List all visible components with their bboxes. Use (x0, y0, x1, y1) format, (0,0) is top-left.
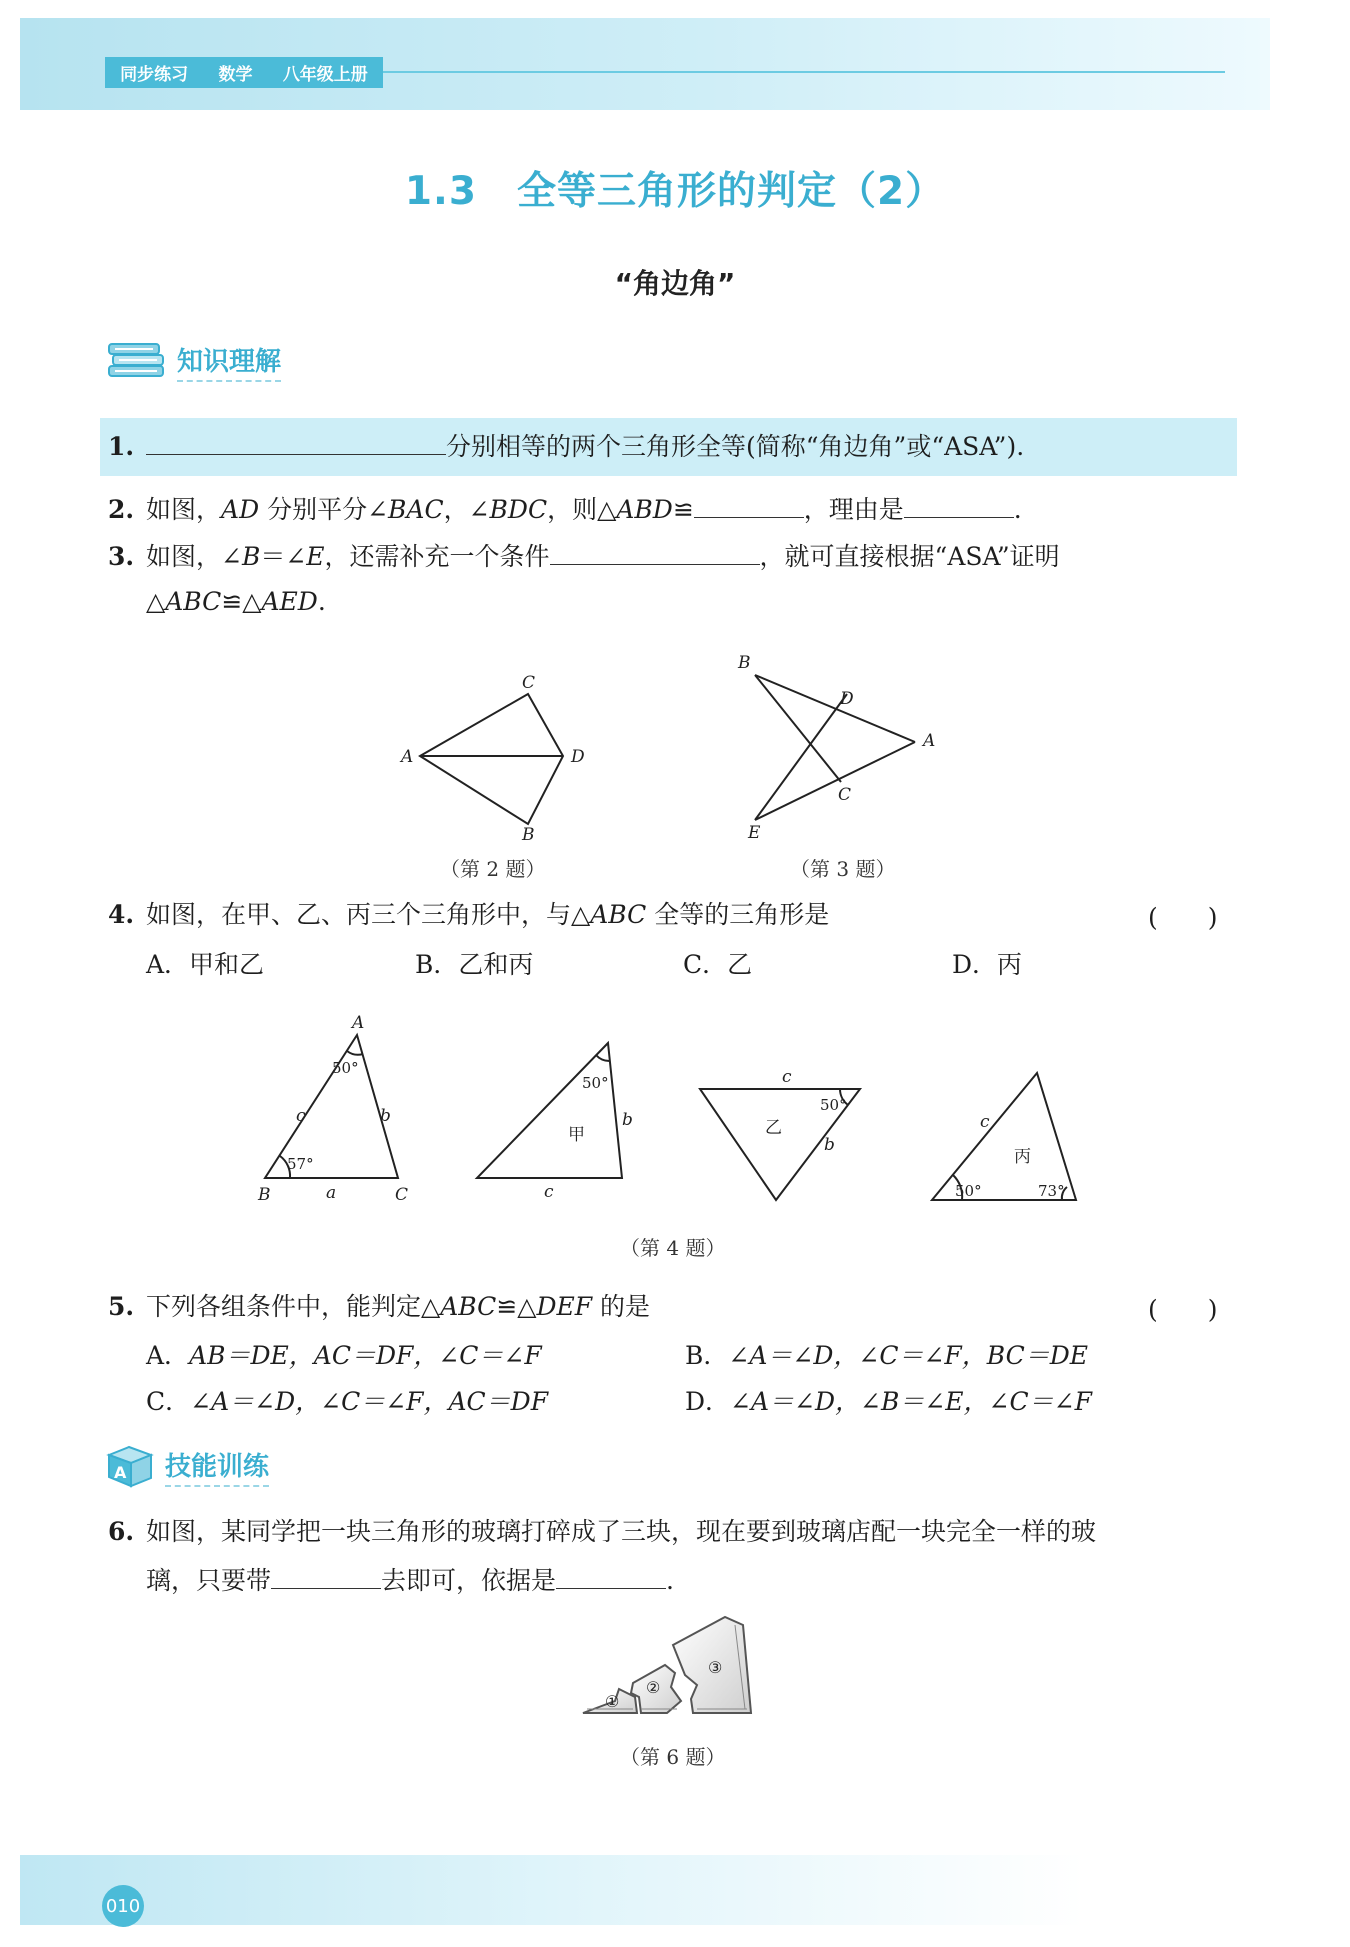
fig4-caption: （第 4 题） (620, 1236, 726, 1260)
question-5 (108, 1290, 650, 1324)
fig3-line-ba (755, 675, 915, 742)
q5-var-1: ABC (440, 1292, 497, 1321)
fig3-line-bc (755, 675, 841, 782)
fig3-label-b: B (738, 653, 751, 673)
fig4-label-a: A (352, 1013, 365, 1033)
fig2-label-b: B (522, 825, 535, 842)
q5-option-c-key: C． (146, 1387, 191, 1416)
fig2-quadrilateral (420, 694, 563, 824)
fig4-side-a: a (326, 1183, 337, 1203)
fig4-arc-jia (596, 1055, 610, 1061)
figure-3 (730, 650, 960, 840)
fig4-yi-name: 乙 (765, 1118, 782, 1138)
fig4-triangle-jia (477, 1043, 622, 1178)
q2-var-3: BDC (489, 495, 548, 524)
q3-number: 3. (108, 542, 135, 571)
q5-number: 5. (108, 1292, 135, 1321)
q3-var-4: AED (261, 587, 318, 616)
fig4-side-c: c (296, 1106, 306, 1126)
q2-number: 2. (108, 495, 135, 524)
q2-text-3: ，∠ (443, 495, 490, 524)
question-1 (108, 430, 1024, 464)
q2-text-6: ，理由是 (803, 495, 904, 524)
q4-var-1: ABC (590, 900, 647, 929)
q3-text-3: ，还需补充一个条件 (324, 542, 550, 571)
q2-var-1: AD (221, 495, 260, 524)
q1-blank[interactable] (146, 430, 446, 455)
q6-blank-2[interactable] (556, 1564, 666, 1589)
fig4-bing-side-c: c (980, 1112, 990, 1132)
fig3-label-e: E (748, 823, 761, 840)
q5-var-2: DEF (536, 1292, 593, 1321)
books-icon (105, 340, 167, 382)
q4-number: 4. (108, 900, 135, 929)
fig4-yi-side-b: b (824, 1135, 835, 1155)
fig2-label-d: D (571, 747, 585, 767)
q4-text-2: 全等的三角形是 (646, 900, 830, 929)
section-number: 1.3 (404, 169, 477, 214)
glass-label-3: ③ (708, 1658, 723, 1677)
q2-text-7: . (1013, 495, 1022, 524)
section-title: 全等三角形的判定（2） (516, 169, 946, 214)
q3-text-2: ＝∠ (260, 542, 307, 571)
q3-blank[interactable] (550, 540, 760, 565)
q2-var-4: ABD (616, 495, 673, 524)
fig4-bing-angle-1: 50° (955, 1182, 982, 1200)
fig3-caption: （第 3 题） (790, 857, 896, 881)
q4-option-d[interactable]: D．丙 (952, 950, 1023, 979)
fig2-label-a: A (401, 747, 414, 767)
glass-label-1: ① (605, 1692, 620, 1711)
figure-4 (240, 1010, 1100, 1210)
section-knowledge (105, 340, 281, 382)
q2-var-2: BAC (388, 495, 444, 524)
fig3-label-a: A (923, 731, 936, 751)
q3-text-1: 如图，∠ (146, 542, 242, 571)
fig4-label-b: B (258, 1185, 271, 1205)
fig4-bing-angle-2: 73° (1038, 1182, 1065, 1200)
q5-option-c-text: ∠A＝∠D，∠C＝∠F，AC＝DF (190, 1387, 549, 1416)
q1-text: 分别相等的两个三角形全等(简称“角边角”或“ASA”). (446, 432, 1025, 461)
q1-number: 1. (108, 432, 135, 461)
fig4-yi-side-c: c (782, 1067, 792, 1087)
q5-option-d-key: D． (685, 1387, 731, 1416)
fig3-line-ea (755, 742, 915, 820)
question-6 (108, 1515, 1096, 1549)
q5-option-a-text: AB＝DE，AC＝DF，∠C＝∠F (189, 1341, 542, 1370)
q5-text-1: 下列各组条件中，能判定△ (146, 1292, 441, 1321)
fig4-angle-a: 50° (332, 1059, 359, 1077)
cube-a-icon (105, 1443, 155, 1489)
q2-text-1: 如图， (146, 495, 222, 524)
q3-var-2: E (306, 542, 325, 571)
q5-option-c[interactable] (146, 1382, 548, 1418)
glass-label-2: ② (646, 1678, 661, 1697)
q4-option-c[interactable]: C．乙 (683, 950, 753, 979)
fig2-label-c: C (522, 673, 536, 693)
section-skills-label: 技能训练 (165, 1446, 269, 1487)
fig4-side-b: b (380, 1106, 391, 1126)
fig4-angle-b: 57° (287, 1155, 314, 1173)
q6-text-1: 如图，某同学把一块三角形的玻璃打碎成了三块，现在要到玻璃店配一块完全一样的玻 (146, 1517, 1097, 1546)
q5-text-2: ≌△ (496, 1292, 537, 1321)
header-subject: 数学 (218, 65, 253, 85)
fig4-jia-side-b: b (622, 1110, 633, 1130)
page-title (0, 160, 1350, 216)
q2-text-2: 分别平分∠ (259, 495, 389, 524)
fig3-line-ed (755, 694, 847, 820)
page-subtitle: “角边角” (614, 267, 736, 300)
q5-option-b-text: ∠A＝∠D，∠C＝∠F，BC＝DE (728, 1341, 1088, 1370)
fig4-triangle-bing (932, 1073, 1076, 1200)
q3-var-1: B (241, 542, 261, 571)
fig4-jia-angle: 50° (582, 1074, 609, 1092)
header-tag (105, 57, 383, 88)
svg-text:A: A (114, 1463, 127, 1482)
q6-text-3: 去即可，依据是 (381, 1566, 557, 1595)
question-6-line-2 (146, 1561, 674, 1597)
q3-var-3: ABC (165, 587, 222, 616)
q4-answer-paren[interactable]: ( ) (1148, 903, 1218, 932)
q3-text-6: ≌△ (221, 587, 262, 616)
fig4-jia-name: 甲 (568, 1125, 585, 1145)
section-skills (105, 1443, 269, 1489)
q6-text-4: . (666, 1566, 674, 1595)
page-number: 010 (102, 1885, 144, 1927)
fig4-arc-a (347, 1051, 363, 1055)
fig4-jia-side-c: c (544, 1182, 554, 1202)
footer-band (20, 1855, 1350, 1925)
fig4-label-c: C (395, 1185, 409, 1205)
q4-text-1: 如图，在甲、乙、丙三个三角形中，与△ (146, 900, 591, 929)
fig3-label-c: C (838, 785, 852, 805)
q6-number: 6. (108, 1517, 135, 1546)
fig2-caption: （第 2 题） (440, 857, 546, 881)
q3-text-7: . (317, 587, 326, 616)
q2-blank-1[interactable] (694, 493, 804, 518)
fig4-bing-name: 丙 (1014, 1147, 1031, 1167)
fig6-caption: （第 6 题） (620, 1745, 726, 1769)
q3-text-5: △ (146, 587, 166, 616)
fig4-yi-angle: 50° (820, 1096, 847, 1114)
q5-text-3: 的是 (592, 1292, 651, 1321)
question-4 (108, 898, 829, 932)
header-grade: 八年级上册 (282, 65, 368, 85)
q5-option-d[interactable] (685, 1382, 1092, 1418)
q3-text-4: ，就可直接根据“ASA”证明 (759, 542, 1060, 571)
section-knowledge-label: 知识理解 (177, 341, 281, 382)
fig4-triangle-abc (265, 1035, 398, 1178)
q5-option-a[interactable] (146, 1336, 542, 1372)
q6-text-2: 璃，只要带 (146, 1566, 272, 1595)
question-3-line-2 (146, 587, 326, 616)
question-2 (108, 493, 1022, 527)
q4-option-a[interactable]: A．甲和乙 (146, 950, 265, 979)
q6-blank-1[interactable] (271, 1564, 381, 1589)
figure-6 (575, 1605, 765, 1720)
q2-blank-2[interactable] (904, 493, 1014, 518)
question-3 (108, 540, 1060, 574)
q5-option-d-text: ∠A＝∠D，∠B＝∠E，∠C＝∠F (730, 1387, 1092, 1416)
fig3-label-d: D (840, 689, 854, 709)
figure-2 (395, 672, 595, 842)
q5-option-b-key: B． (685, 1341, 729, 1370)
q5-answer-paren[interactable]: ( ) (1148, 1295, 1218, 1324)
q5-option-a-key: A． (146, 1341, 190, 1370)
q2-text-5: ≌ (672, 495, 694, 524)
q5-option-b[interactable] (685, 1336, 1088, 1372)
q2-text-4: ，则△ (547, 495, 617, 524)
q4-option-b[interactable]: B．乙和丙 (415, 950, 534, 979)
header-book: 同步练习 (120, 65, 189, 85)
header-divider (383, 71, 1225, 73)
